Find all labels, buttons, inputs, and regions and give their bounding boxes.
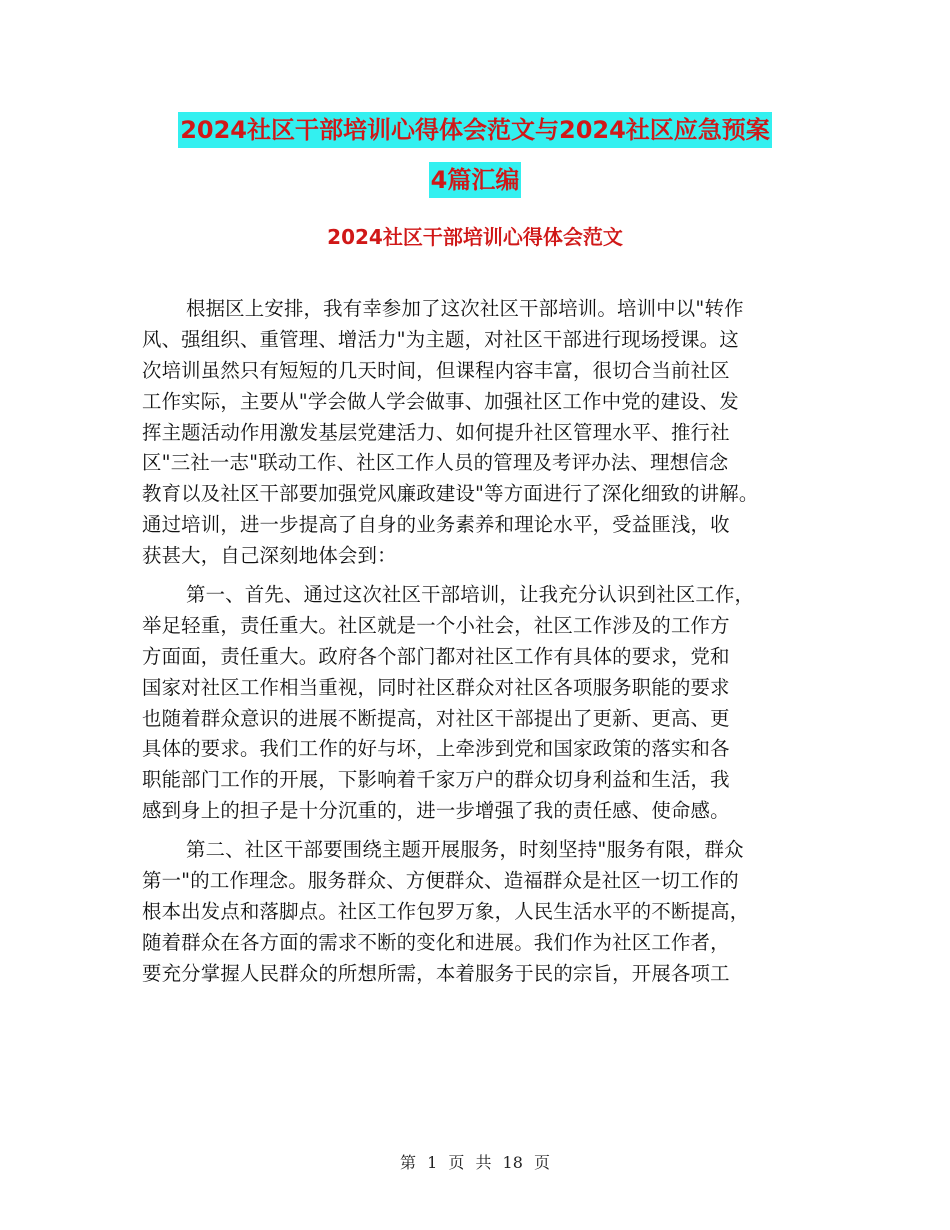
paragraph-line: 随着群众在各方面的需求不断的变化和进展。我们作为社区工作者，: [142, 930, 730, 954]
paragraph-line: 区"三社一志"联动工作、社区工作人员的管理及考评办法、理想信念: [142, 451, 729, 475]
page-footer: 第 1 页 共 18 页: [400, 1153, 550, 1172]
paragraph-line: 要充分掌握人民群众的所想所需，本着服务于民的宗旨，开展各项工: [142, 961, 730, 985]
paragraph-line: 获甚大，自己深刻地体会到：: [142, 544, 397, 568]
paragraph-line: 第二、社区干部要围绕主题开展服务，时刻坚持"服务有限，群众: [186, 838, 744, 862]
section-title: 2024社区干部培训心得体会范文: [327, 225, 623, 249]
paragraph-line: 举足轻重，责任重大。社区就是一个小社会，社区工作涉及的工作方: [142, 613, 730, 637]
paragraph-line: 通过培训，进一步提高了自身的业务素养和理论水平，受益匪浅，收: [142, 513, 730, 537]
paragraph-line: 次培训虽然只有短短的几天时间，但课程内容丰富，很切合当前社区: [142, 358, 730, 382]
paragraph-line: 教育以及社区干部要加强党风廉政建设"等方面进行了深化细致的讲解。: [142, 482, 759, 506]
paragraph: [142, 835, 822, 989]
paragraph-line: 方面面，责任重大。政府各个部门都对社区工作有具体的要求，党和: [142, 644, 730, 668]
paragraph: [142, 580, 822, 827]
paragraph: [142, 294, 822, 572]
paragraph-line: 也随着群众意识的进展不断提高，对社区干部提出了更新、更高、更: [142, 706, 730, 730]
paragraph-line: 第一"的工作理念。服务群众、方便群众、造福群众是社区一切工作的: [142, 869, 739, 893]
document-title: [0, 112, 950, 198]
paragraph-line: 根本出发点和落脚点。社区工作包罗万象，人民生活水平的不断提高，: [142, 899, 750, 923]
paragraph-line: 具体的要求。我们工作的好与坏，上牵涉到党和国家政策的落实和各: [142, 737, 730, 761]
paragraph-line: 感到身上的担子是十分沉重的，进一步增强了我的责任感、使命感。: [142, 799, 730, 823]
paragraph-line: 国家对社区工作相当重视，同时社区群众对社区各项服务职能的要求: [142, 675, 730, 699]
document-body: [142, 294, 822, 990]
paragraph-line: 风、强组织、重管理、增活力"为主题，对社区干部进行现场授课。这: [142, 327, 739, 351]
paragraph-line: 根据区上安排，我有幸参加了这次社区干部培训。培训中以"转作: [186, 297, 744, 320]
paragraph-line: 挥主题活动作用激发基层党建活力、如何提升社区管理水平、推行社: [142, 420, 730, 444]
paragraph-line: 职能部门工作的开展，下影响着千家万户的群众切身利益和生活，我: [142, 768, 730, 792]
title-line-2: 4篇汇编: [429, 162, 522, 198]
title-line-1: 2024社区干部培训心得体会范文与2024社区应急预案: [178, 112, 772, 148]
paragraph-line: 第一、首先、通过这次社区干部培训，让我充分认识到社区工作，: [186, 583, 755, 607]
paragraph-line: 工作实际，主要从"学会做人学会做事、加强社区工作中党的建设、发: [142, 389, 739, 413]
